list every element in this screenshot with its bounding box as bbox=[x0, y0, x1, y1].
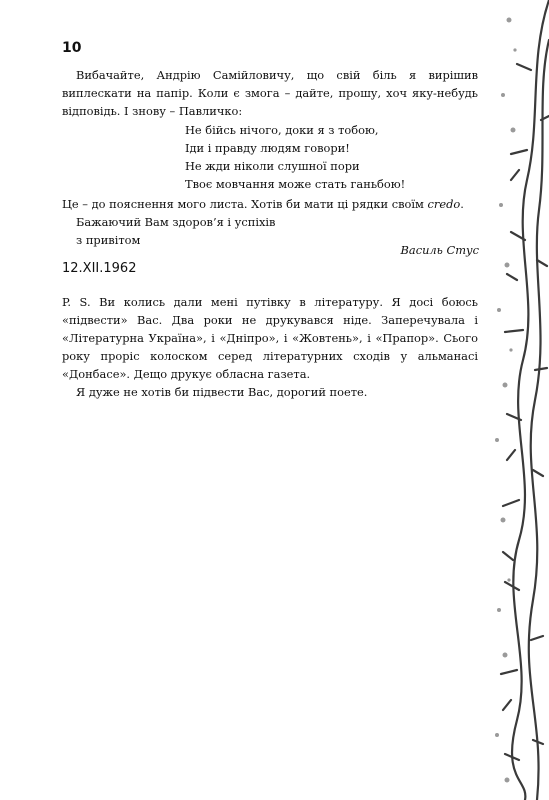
thorny-branches-icon bbox=[489, 0, 549, 800]
letter-date: 12.XII.1962 bbox=[62, 261, 137, 276]
credo-after: . bbox=[460, 197, 464, 211]
poem-quote bbox=[185, 121, 405, 193]
intro-paragraph bbox=[62, 66, 478, 120]
intro-text: Вибачайте, Андрію Самійловичу, що свій біль я вирішив виплескати на папір. Коли є змога – дайте, прошу, хоч яку-небудь відповідь. І знову – Павличко: bbox=[62, 68, 478, 118]
closing-wishes: Бажаючий Вам здоров’я і успіхів bbox=[76, 215, 276, 229]
credo-word: credo bbox=[427, 197, 461, 211]
credo-before: Це – до пояснення мого листа. Хотів би мати ці рядки своїм bbox=[62, 197, 428, 211]
closing-block bbox=[76, 213, 275, 249]
page-number: 10 bbox=[62, 40, 82, 56]
postscript-text: P. S. Ви колись дали мені путівку в літературу. Я досі боюсь «підвести» Вас. Два роки не друкувався ніде. Заперечувала і «Літературна Україна», і «Дніпро», і «Жовтень», і «Прапор». Сього року проріс колоском серед літературних сходів у альманасі «Донбасе». Дещо друкує обласна газета. bbox=[62, 295, 478, 381]
closing-greeting: з привітом bbox=[76, 233, 141, 247]
credo-text bbox=[62, 195, 478, 213]
signature: Василь Стус bbox=[400, 243, 479, 257]
credo-paragraph bbox=[62, 195, 478, 213]
postscript-paragraph bbox=[62, 293, 478, 401]
final-text: Я дуже не хотів би підвести Вас, дорогий поете. bbox=[76, 385, 368, 399]
poem-line: Не бійсь нічого, доки я з тобою, bbox=[185, 123, 379, 137]
poem-line: Не жди ніколи слушної пори bbox=[185, 159, 360, 173]
poem-line: Іди і правду людям говори! bbox=[185, 141, 350, 155]
poem-line: Твоє мовчання може стать ганьбою! bbox=[185, 177, 406, 191]
